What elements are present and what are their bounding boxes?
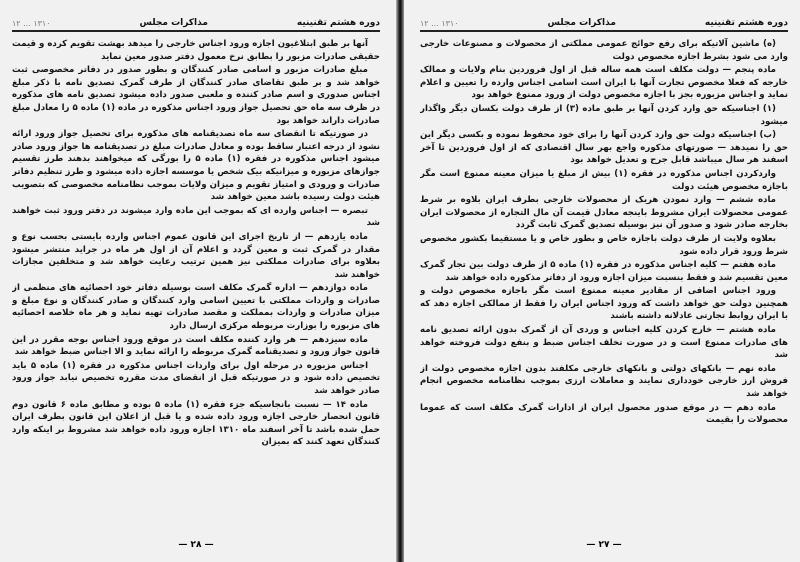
book-gutter	[396, 0, 404, 562]
paragraph: ماده دوازدهم — اداره گمرک مکلف است بوسیله دفاتر خود احصائیه های منظمی از صادرات و واردات مملکتی با تعیین اسامی وارد کنندگان و صادر کنندگان و نوع مبلغ و میزان صادرات و واردات بمملکت و مقصد صادرات تهیه نماید و هر ماه خلاصه احصائیه های مزبوره را بوزارت مربوطه مرکزی ارسال دارد	[12, 283, 380, 332]
paragraph: ماده پنجم — دولت مکلف است همه ساله قبل از اول فروردین بنام ولایات و ممالک خارجه که فعلا مخصوص تجارت آنها با ایران است اسامی اجناس وارده را تعیین و اعلام نماید و اجناس مزبوره بجز با اجازه مخصوص دولت از ورود ممنوع خواهد بود	[420, 65, 788, 101]
left-header-center: مذاکرات مجلس	[139, 18, 208, 28]
paragraph: ماده دهم — در موقع صدور محصول ایران از ادارات گمرک مکلف است که عموما محصولات را بقیمت	[420, 402, 788, 426]
left-header-title: دوره هشتم تقنینیه	[296, 18, 380, 28]
paragraph: مبلغ صادرات مزبور و اسامی صادر کنندگان و بطور صدور در دفاتر مخصوصی ثبت خواهد شد و بر طبق تقاضای صادر کنندگان از طرف گمرک تصدیق نامه با ذکر مبلغ اجناس صدوری و اسم صادر کننده و ملعبی صدور داده میشود تصدیق نامه های مذکوره در ظرف سه ماه حق تحصیل جواز ورود اجناس مذکوره در ماده (۱) ماده ۵ را معادل مبلغ صادرات داراند خواهد بود	[12, 65, 380, 126]
paragraph: (ب) اجناسیکه دولت حق وارد کردن آنها را برای خود محفوظ نموده و بکسی دیگر این حق را نمیدهد — صورتهای مذکوره واجع بهر سال اقتصادی که از اول فروردین تا آخر اسفند هر سال میباشد قابل جرح و تعدیل خواهد بود	[420, 130, 788, 166]
paragraph: ماده ششم — وارد نمودن هریک از محصولات خارجی بطرف ایران بلاوه بر شرط عمومی محصولات ایران مشروط باینجه معادل قیمت آن مال التجاره از محصولات ایران بخارجه صادر شود و صدور آن نیز بوسیله تصدیق گمرک ثابت گردد	[420, 195, 788, 231]
right-page-body	[420, 38, 788, 508]
paragraph: بعلاوه ولایت از طرف دولت باجازه خاص و بطور خاص و یا مستقیما بکشور مخصوص شرط ورود قرار داده شود	[420, 233, 788, 257]
left-page	[0, 0, 392, 562]
paragraph: (ه) ماشین آلاتیکه برای رفع حوائج عمومی مملکتی از محصولات و مصنوعات خارجی وارد می شود بشرط اجازه مخصوص دولت	[420, 39, 788, 62]
right-page-number: — ۲۷ —	[586, 540, 622, 550]
left-page-header	[12, 14, 380, 32]
paragraph: واردکردن اجناس مذکوره در فقره (۱) بیش از مبلغ یا میزان معینه ممنوع است مگر باجازه مخصوص هیئت دولت	[420, 168, 788, 192]
left-header-date: ۱۳۱۰ ... ۱۲	[12, 19, 51, 28]
paragraph: ماده سیزدهم — هر وارد کننده مکلف است در موقع ورود اجناس بوجه مقرر در این قانون جواز ورود و تصدیقنامه گمرک مربوطه را ارائه نماید و الا اجناس ضبط خواهد شد	[12, 334, 380, 358]
paragraph: ورود اجناس اضافی از مقادیر معینه ممنوع است مگر باجازه مخصوص دولت و همچنین دولت حق خواهد داشت که ورود اجناس ایران را فقط از ممالکی اجازه دهد که با ایران روابط تجارتی عادلانه داشته باشند	[420, 286, 788, 322]
paragraph: ماده ۱۴ — نسبت بانجاسیکه جزء فقره (۱) ماده ۵ بوده و مطابق ماده ۶ قانون دوم قانون انحصار خارجی اجازه ورود داده شده و یا قبل از اعلان این قانون بطرف ایران حمل شده باشد تا آخر اسفند ماه ۱۳۱۰ اجازه ورود داده خواهد شد مشروط بر اینکه وارد کنندگان تعهد کنند که بمیزان	[12, 399, 380, 448]
paragraph: اجناس مزبوره در مرحله اول برای واردات اجناس مذکوره در فقره (۱) ماده ۵ باید تخصیص داده شود و در صورتیکه قبل از انقضای مدت مقرره تخصیص نیابد جواز ورود صادر خواهد شد	[12, 360, 380, 397]
paragraph: ماده نهم — بانکهای دولتی و بانکهای خارجی مکلفند بدون اجازه مخصوص دولت از فروش ارز خارجی خودداری نمایند و معاملات ارزی بموجب نظامنامه مخصوص انجام خواهد شد	[420, 363, 788, 400]
left-page-body	[12, 38, 380, 508]
right-header-title: دوره هشتم تقنینیه	[704, 18, 788, 28]
paragraph: ماده یازدهم — از تاریخ اجرای این قانون عموم اجناس وارده بایستی بحسب نوع و مقدار در گمرک ثبت و معین گردد و اعلام آن از اول هر ماه در جراید منتشر میشود بعلاوه برای صادرات مملکتی نیز همین ترتیب رعایت خواهد شد و متخلفین مجازات خواهند شد	[12, 231, 380, 280]
paragraph: (۱) اجناسیکه حق وارد کردن آنها بر طبق ماده (۳) از طرف دولت بکسان دیگر واگذار میشود	[420, 103, 788, 127]
right-page	[408, 0, 800, 562]
left-page-number: — ۲۸ —	[178, 540, 214, 550]
paragraph: تبصره — اجناس وارده ای که بموجب این ماده وارد میشوند در دفتر ورود ثبت خواهند شد	[12, 205, 380, 229]
right-page-header	[420, 14, 788, 32]
paragraph: آنها بر طبق ابتلاغیون اجازه ورود اجناس خارجی را میدهد بهشت تقویم کرده و قیمت حقیقی صادرات مزبور را بطابق نرخ معمول دفتر صدور معین نماید	[12, 39, 380, 62]
paragraph: ماده هفتم — کلیه اجناس مذکوره در فقره (۱) ماده ۵ از طرف دولت بین تجار گمرک معین تقسیم شد و فقط بنسبت میزان اجازه ورود از دفاتر مذکوره داده خواهد شد	[420, 260, 788, 283]
right-header-center: مذاکرات مجلس	[547, 18, 616, 28]
paragraph: ماده هشتم — خارج کردن کلیه اجناس و وردی آن از گمرک بدون ارائه تصدیق نامه های صادرات ممنوع است و در صورت تخلف اجناس ضبط و بنفع دولت فروخته خواهد شد	[420, 325, 788, 361]
paragraph: در صورتیکه تا انقضای سه ماه تصدیقنامه های مذکوره برای تحصیل جواز ورود ارائه نشود از درجه اعتبار ساقط بوده و معادل صادرات مبلغ در تصدیقنامه ها جواز ورود صادر میشود اجناس مذکوره در فقره (۱) ماده ۵ را بورگی که میخواهند بدهند طرز تقسیم جوازهای مزبوره و میزانیکه بیک شخص یا موسسه اجازه داده میشود و طرز تنظیم دفاتر صادرات و ورودی و امتیاز تقویم و میزان ولایات بموجب نظامنامه مخصوصی که بتصویب هیئت دولت رسیده باشد معین خواهد شد	[12, 129, 380, 203]
right-header-date: ۱۳۱۰ ... ۱۲	[420, 19, 459, 28]
